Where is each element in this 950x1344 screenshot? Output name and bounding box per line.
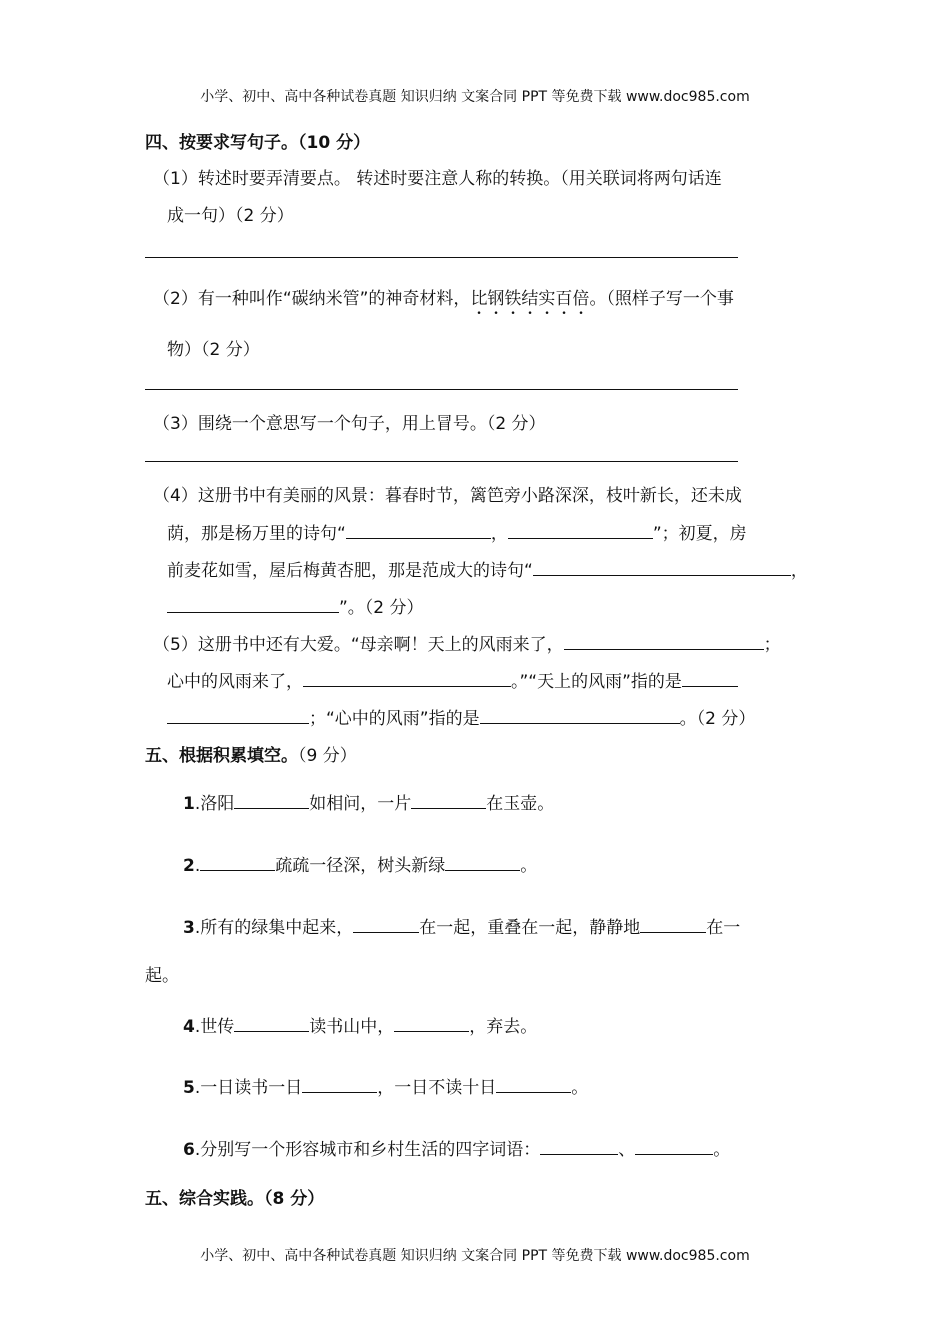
item-text: 疏疏一径深，树头新绿 <box>275 856 446 876</box>
q5-text-a: （5）这册书中还有大爱。“母亲啊！天上的风雨来了， <box>153 635 564 655</box>
q5-line1 <box>153 630 781 655</box>
fill-blank[interactable] <box>540 1139 618 1155</box>
item-text: .世传 <box>194 1017 235 1037</box>
q5-text-f: 。（2 分） <box>679 709 756 729</box>
section-5-score: （9 分） <box>298 746 357 766</box>
fill-blank[interactable] <box>635 1139 713 1155</box>
q2-pre: （2）有一种叫作“碳纳米管”的神奇材料， <box>153 289 471 309</box>
page-footer: 小学、初中、高中各种试卷真题 知识归纳 文案合同 PPT 等免费下载 www.doc985.com <box>200 1248 750 1264</box>
item-number: 5 <box>183 1078 195 1098</box>
fill-blank[interactable] <box>496 1077 571 1093</box>
section-4-title: 四、按要求写句子。（10 分） <box>145 133 371 153</box>
item-text: . <box>194 856 201 876</box>
fill-item-1 <box>183 789 554 814</box>
item-number: 2 <box>183 856 195 876</box>
item-number: 6 <box>183 1140 195 1160</box>
item-text: 。 <box>520 856 538 876</box>
q4-text-e: ， <box>790 561 808 581</box>
q4-text-a: 荫，那是杨万里的诗句“ <box>167 524 346 544</box>
item-text: 如相问，一片 <box>309 794 412 814</box>
fill-blank[interactable] <box>394 1016 469 1032</box>
item-text: ，弃去。 <box>469 1017 538 1037</box>
q1-line1: （1）转述时要弄清要点。 转述时要注意人称的转换。（用关联词将两句话连 <box>153 169 722 189</box>
item-text: 。 <box>571 1078 589 1098</box>
fill-item-3 <box>183 913 740 938</box>
answer-line-q2[interactable] <box>145 389 738 390</box>
fill-blank[interactable] <box>445 855 520 871</box>
fill-blank[interactable] <box>640 917 706 933</box>
q4-blank-2[interactable] <box>508 523 653 539</box>
q4-text-f: ”。（2 分） <box>339 598 424 618</box>
item-number: 1 <box>183 794 195 814</box>
item-text: .洛阳 <box>194 794 235 814</box>
q4-line4 <box>167 593 424 618</box>
q2-dotted-phrase: 比钢铁结实百倍 <box>470 289 590 309</box>
q5-line2 <box>167 667 738 692</box>
fill-item-6 <box>183 1135 730 1160</box>
q4-text-c: ”；初夏，房 <box>652 524 747 544</box>
q5-blank-3b[interactable] <box>167 708 309 724</box>
fill-blank[interactable] <box>353 917 419 933</box>
q5-blank-2[interactable] <box>303 671 511 687</box>
q4-text-d: 前麦花如雪，屋后梅黄杏肥，那是范成大的诗句“ <box>167 561 533 581</box>
q1-line2: 成一句）（2 分） <box>167 206 294 226</box>
item-text: ，一日不读十日 <box>377 1078 497 1098</box>
fill-blank[interactable] <box>411 793 486 809</box>
fill-item-5 <box>183 1073 588 1098</box>
item-text: 在一起，重叠在一起，静静地 <box>419 918 641 938</box>
item-number: 4 <box>183 1017 195 1037</box>
section-5-title <box>145 741 357 766</box>
q5-text-d: 。”“天上的风雨”指的是 <box>511 672 682 692</box>
q4-blank-3[interactable] <box>533 560 791 576</box>
item-text: 读书山中， <box>309 1017 395 1037</box>
section-6-title: 五、综合实践。（8 分） <box>145 1189 325 1209</box>
q2-line1 <box>153 284 734 319</box>
q4-line2 <box>167 519 747 544</box>
q4-line3 <box>167 556 808 581</box>
q4-blank-4[interactable] <box>167 597 339 613</box>
q5-blank-4[interactable] <box>480 708 680 724</box>
fill-blank[interactable] <box>200 855 275 871</box>
item-text: 。 <box>713 1140 731 1160</box>
answer-line-q1[interactable] <box>145 257 738 258</box>
item-text: .分别写一个形容城市和乡村生活的四字词语： <box>194 1140 541 1160</box>
item-number: 3 <box>183 918 195 938</box>
item-text: 在玉壶。 <box>486 794 555 814</box>
q5-text-c: 心中的风雨来了， <box>167 672 303 692</box>
item-text: 在一 <box>706 918 741 938</box>
fill-blank[interactable] <box>234 1016 309 1032</box>
q3-text: （3）围绕一个意思写一个句子，用上冒号。（2 分） <box>153 414 546 434</box>
q4-line1: （4）这册书中有美丽的风景：暮春时节，篱笆旁小路深深，枝叶新长，还未成 <box>153 486 742 506</box>
q5-line3 <box>167 704 755 729</box>
q2-post: 。（照样子写一个事 <box>589 289 734 309</box>
fill-item-3-wrap: 起。 <box>145 966 179 986</box>
q5-blank-3a[interactable] <box>682 671 738 687</box>
q2-line2: 物）（2 分） <box>167 340 260 360</box>
q5-text-e: ；“心中的风雨”指的是 <box>309 709 480 729</box>
q5-text-b: ； <box>763 635 781 655</box>
item-text: .一日读书一日 <box>194 1078 303 1098</box>
q4-blank-1[interactable] <box>346 523 491 539</box>
section-5-title-text: 五、根据积累填空。 <box>145 746 298 766</box>
page-header: 小学、初中、高中各种试卷真题 知识归纳 文案合同 PPT 等免费下载 www.doc985.com <box>200 89 750 105</box>
item-text: .所有的绿集中起来， <box>194 918 354 938</box>
item-text: 、 <box>618 1140 636 1160</box>
answer-line-q3[interactable] <box>145 461 738 462</box>
q5-blank-1[interactable] <box>564 634 764 650</box>
fill-item-4 <box>183 1012 537 1037</box>
fill-blank[interactable] <box>234 793 309 809</box>
q4-text-b: ， <box>490 524 508 544</box>
fill-blank[interactable] <box>302 1077 377 1093</box>
fill-item-2 <box>183 851 537 876</box>
